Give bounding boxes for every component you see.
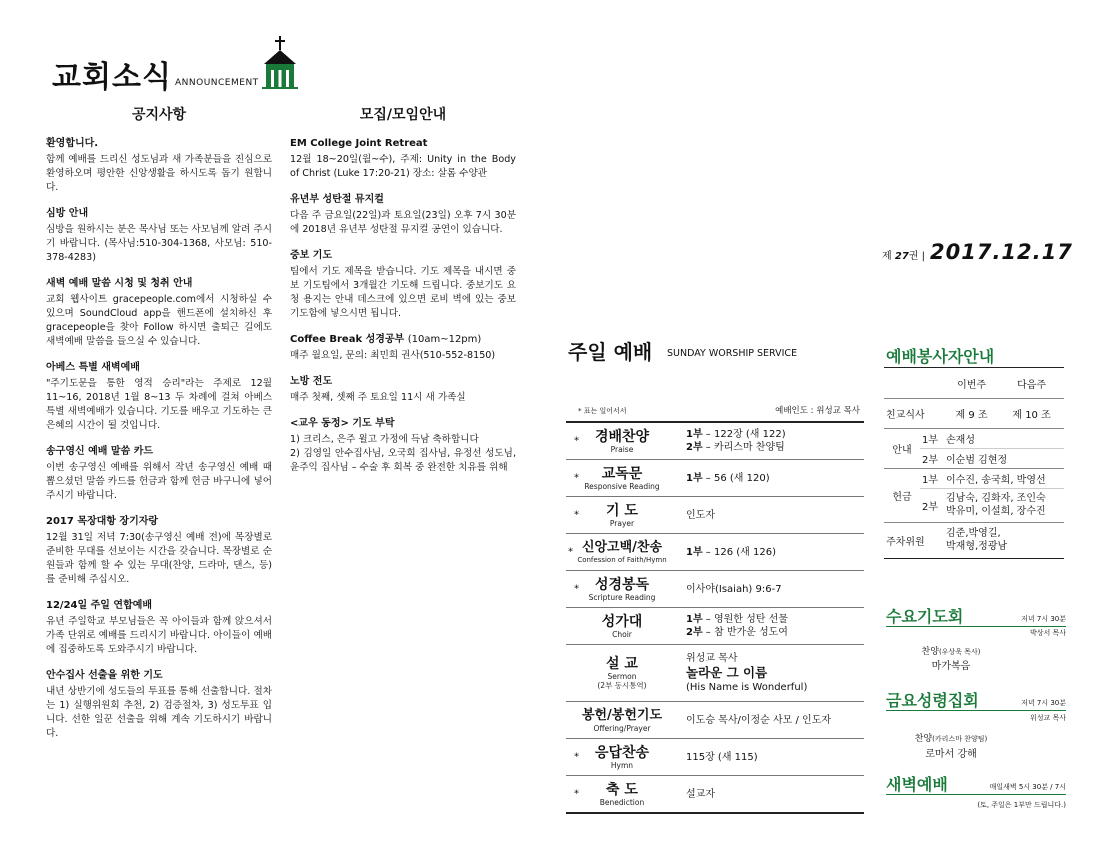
fellowship-next: 제 10 조 (999, 398, 1064, 428)
parking-names-2: 박재형,정광남 (946, 541, 1008, 552)
order-row: * 성경봉독 Scripture Reading 이사야(Isaiah) 9:6-7 (566, 571, 864, 608)
gatherings-heading: 모집/모임안내 (359, 107, 447, 123)
divider (884, 367, 1064, 368)
item-title: 새벽 예배 말씀 시청 및 청취 안내 (46, 278, 193, 289)
gathering-item (290, 375, 516, 405)
gathering-item (290, 333, 516, 363)
next-week-header: 다음주 (999, 370, 1064, 398)
stand-mark: * (574, 472, 579, 484)
announcements-heading: 공지사항 (131, 107, 187, 123)
order-en: Benediction (599, 797, 645, 807)
worship-title: 주일 예배 (568, 340, 653, 364)
item-title: 환영합니다. (46, 138, 99, 149)
service-label: 2부 (920, 488, 944, 522)
item-title-suffix: (10am~12pm) (407, 334, 482, 345)
order-name: 축 도 (606, 781, 638, 798)
volume-label: 제 27권 | (882, 251, 925, 262)
offering-names-2a: 김남숙, 김화자, 조인숙 (946, 493, 1046, 504)
church-icon (260, 34, 300, 90)
order-row: * 신앙고백/찬송 Confession of Faith/Hymn 1부 – 126 (새 126) (566, 534, 864, 571)
volunteers-title: 예배봉사자안내 (886, 347, 995, 366)
item-body: 매주 월요일, 문의: 최민희 권사(510-552-8150) (290, 350, 496, 361)
service-label: 2부 (920, 448, 944, 468)
item-title: 2017 목장대항 장기자랑 (46, 516, 159, 527)
event-detail: 찬양(우상욱 목사) (921, 647, 981, 657)
worship-order-table (566, 421, 864, 814)
stand-mark: * (574, 509, 579, 521)
event-title: 새벽예배 (886, 775, 948, 794)
item-title: EM College Joint Retreat (290, 138, 428, 149)
item-body: 심방을 원하시는 분은 목사님 또는 사모님께 알려 주시기 바랍니다. (목사님:510-304-1368, 사모님: 510-378-4283) (46, 224, 272, 263)
item-title-wrap (290, 333, 516, 347)
service-label: 1부 (920, 428, 944, 448)
announcement-item (46, 361, 272, 433)
event-note: (토, 주일은 1부만 드립니다.) (977, 801, 1066, 809)
order-en: Scripture Reading (588, 592, 656, 602)
order-name: 신앙고백/찬송 (581, 539, 663, 555)
item-body: 다음 주 금요일(22일)과 토요일(23일) 오후 7시 30분에 2018년 유년부 성탄절 뮤지컬 공연이 있습니다. (290, 210, 516, 235)
order-row: * 교독문 Responsive Reading 1부 – 56 (새 120) (566, 460, 864, 497)
order-row: 봉헌/봉헌기도 Offering/Prayer 이도승 목사/이정순 사모 / 인도자 (566, 702, 864, 739)
page-subtitle: ANNOUNCEMENT (175, 78, 259, 88)
announcement-item (46, 445, 272, 503)
item-title: Coffee Break 성경공부 (290, 334, 405, 345)
event-time: 저녁 7시 30분 (1021, 699, 1066, 707)
item-title: 아베스 특별 새벽예배 (46, 362, 140, 373)
order-en: Choir (612, 629, 632, 639)
order-row: 설 교 Sermon (2부 동시통역) 위성교 목사 놀라운 그 이름 (His Name is Wonderful) (566, 645, 864, 702)
guide-names-1: 손재성 (944, 428, 1064, 448)
parking-names-1: 김준,박영길, (946, 528, 1001, 539)
item-body: 교회 웹사이트 gracepeople.com에서 시청하실 수 있으며 SoundCloud app을 핸드폰에 설치하신 후 gracepeople을 찾아 Follow 하시면 출퇴근 길에도 새벽예배 말씀을 들으실 수 있습니다. (46, 294, 272, 347)
order-en: Responsive Reading (584, 481, 660, 491)
order-name: 기 도 (606, 502, 638, 519)
item-body: 12월 31일 저녁 7:30(송구영신 예배 전)에 목장별로 준비한 무대를 선보이는 시간을 갖습니다. 목장별로 순원들과 함께 할 수 있는 무대(찬양, 드라마, 댄스, 등)를 준비해 주십시오. (46, 532, 272, 585)
order-en-note: (2부 동시통역) (597, 681, 647, 690)
item-body: 내년 상반기에 성도들의 투표를 통해 선출합니다. 절차는 1) 실행위원회 추천, 2) 검증절차, 3) 성도투표 입니다. 선한 일꾼 선출을 위해 계속 기도하시기 바랍니다. (46, 686, 272, 739)
announcement-item (46, 599, 272, 657)
parking-label: 주차위원 (884, 522, 944, 558)
item-title: 심방 안내 (46, 208, 89, 219)
worship-subtitle: SUNDAY WORSHIP SERVICE (667, 348, 798, 359)
offering-names-1: 이수진, 송국희, 박영선 (944, 468, 1064, 488)
order-name: 설 교 (606, 656, 638, 672)
event-time: 매일새벽 5시 30분 / 7시 (989, 783, 1066, 791)
announcement-item (46, 207, 272, 265)
page-title: 교회소식 (52, 60, 172, 95)
fellowship-label: 친교식사 (884, 398, 944, 428)
gathering-item (290, 137, 516, 181)
order-name: 성가대 (601, 613, 643, 630)
event-detail: 찬양(카리스마 찬양팀) (914, 734, 988, 744)
stand-note: * 표는 일어서서 (578, 407, 627, 415)
stand-mark: * (574, 583, 579, 595)
friday-header (886, 688, 1066, 711)
gathering-item (290, 193, 516, 237)
event-leader: 위성교 목사 (1029, 714, 1066, 722)
event-time: 저녁 7시 30분 (1021, 615, 1066, 623)
fellowship-this: 제 9 조 (944, 398, 999, 428)
order-row: * 기 도 Prayer 인도자 (566, 497, 864, 534)
item-body: 이번 송구영신 예배를 위해서 작년 송구영신 예배 때 뽑으셨던 말씀 카드를 헌금과 함께 헌금 바구니에 넣어 주시기 바랍니다. (46, 462, 272, 501)
order-name: 경배찬양 (594, 428, 650, 445)
gathering-item (290, 249, 516, 321)
item-body: 유년 주일학교 부모님들은 꼭 아이들과 함께 앉으셔서 가족 단위로 예배를 드리시기 바랍니다. 아이들이 예배에 집중하도록 도와주시기 바랍니다. (46, 616, 272, 655)
order-en: Offering/Prayer (593, 723, 651, 733)
item-title: 중보 기도 (290, 250, 333, 261)
item-title: 노방 전도 (290, 376, 333, 387)
item-body: 팀에서 기도 제목을 받습니다. 기도 제목을 내시면 중보 기도팀에서 3개월간 기도해 드립니다. 중보기도 요청 용지는 안내 데스크에 있으면 로비 벽에 있는 중보 기도함에 넣으시면 됩니다. (290, 266, 516, 319)
item-body: 매주 첫째, 셋째 주 토요일 11시 새 가족실 (290, 392, 466, 403)
order-en: Prayer (609, 518, 635, 528)
order-en: Praise (610, 444, 634, 454)
worship-leader: 예배인도 : 위성교 목사 (775, 406, 860, 416)
service-label: 1부 (920, 468, 944, 488)
stand-mark: * (568, 546, 573, 558)
order-name: 성경봉독 (594, 576, 650, 593)
order-name: 교독문 (601, 465, 643, 482)
item-body: 12월 18~20일(월~수), 주제: Unity in the Body of Christ (Luke 17:20-21) 장소: 살롬 수양관 (290, 154, 516, 179)
order-row: 성가대 Choir 1부 – 영원한 성탄 선물 2부 – 참 반가운 성도여 (566, 608, 864, 645)
event-leader: 박상서 목사 (1029, 629, 1066, 637)
item-body-line: 2) 김영일 안수집사님, 오국희 집사님, 유정선 성도님, 윤주익 집사님 – 수술 후 회복 중 완전한 치유를 위해 (290, 448, 516, 473)
announcement-item (46, 669, 272, 741)
item-body-line: 1) 크리스, 은주 윌고 가정에 득남 축하합니다 (290, 434, 479, 445)
offering-names-2b: 박유미, 이설희, 장수진 (946, 506, 1046, 517)
order-en: Confession of Faith/Hymn (577, 555, 667, 564)
guide-names-2: 이순범 김현정 (944, 448, 1064, 468)
event-title: 금요성령집회 (886, 691, 979, 710)
offering-label: 헌금 (884, 468, 920, 522)
order-en: Sermon (607, 672, 637, 681)
announcement-item (46, 137, 272, 195)
event-detail-2: 로마서 강해 (925, 749, 977, 760)
stand-mark: * (574, 435, 579, 447)
item-title: 12/24일 주일 연합예배 (46, 600, 153, 611)
guide-label: 안내 (884, 428, 920, 468)
order-row: * 경배찬양 Praise 1부 – 122장 (새 122) 2부 – 카리스마 찬양팀 (566, 423, 864, 460)
item-body: 함께 예배를 드리신 성도님과 새 가족분들을 진심으로 환영하오며 평안한 신앙생활을 하시도록 돕기 원합니다. (46, 154, 272, 193)
gatherings-column (290, 137, 516, 487)
announcement-item (46, 515, 272, 587)
item-title: 유년부 성탄절 뮤지컬 (290, 194, 384, 205)
event-title: 수요기도회 (886, 607, 964, 626)
stand-mark: * (574, 751, 579, 763)
this-week-header: 이번주 (944, 370, 999, 398)
item-body: "주기도문을 통한 영적 승리"라는 주제로 12월 11~16, 2018년 1월 8~13 두 차례에 걸쳐 아베스 특별 새벽예배가 있습니다. 기도를 배우고 기도하는 큰 은혜의 시간이 될 것입니다. (46, 378, 272, 431)
volunteers-table (884, 370, 1064, 559)
announcement-item (46, 277, 272, 349)
event-detail-2: 마가복음 (931, 661, 971, 672)
order-en: Hymn (610, 760, 634, 770)
order-row: * 축 도 Benediction 설교자 (566, 776, 864, 814)
gathering-item (290, 417, 516, 475)
order-name: 봉헌/봉헌기도 (581, 707, 663, 723)
sermon-title: 놀라운 그 이름 (686, 665, 768, 680)
item-title: <교우 동정> 기도 부탁 (290, 418, 395, 429)
order-row: * 응답찬송 Hymn 115장 (새 115) (566, 739, 864, 776)
stand-mark: * (574, 788, 579, 800)
item-title: 안수집사 선출을 위한 기도 (46, 670, 163, 681)
dawn-header (886, 772, 1066, 795)
wednesday-header (886, 604, 1066, 627)
item-title: 송구영신 예배 말씀 카드 (46, 446, 154, 457)
announcements-column (46, 137, 272, 753)
issue-date: 2017.12.17 (930, 240, 1073, 264)
order-name: 응답찬송 (594, 744, 650, 761)
